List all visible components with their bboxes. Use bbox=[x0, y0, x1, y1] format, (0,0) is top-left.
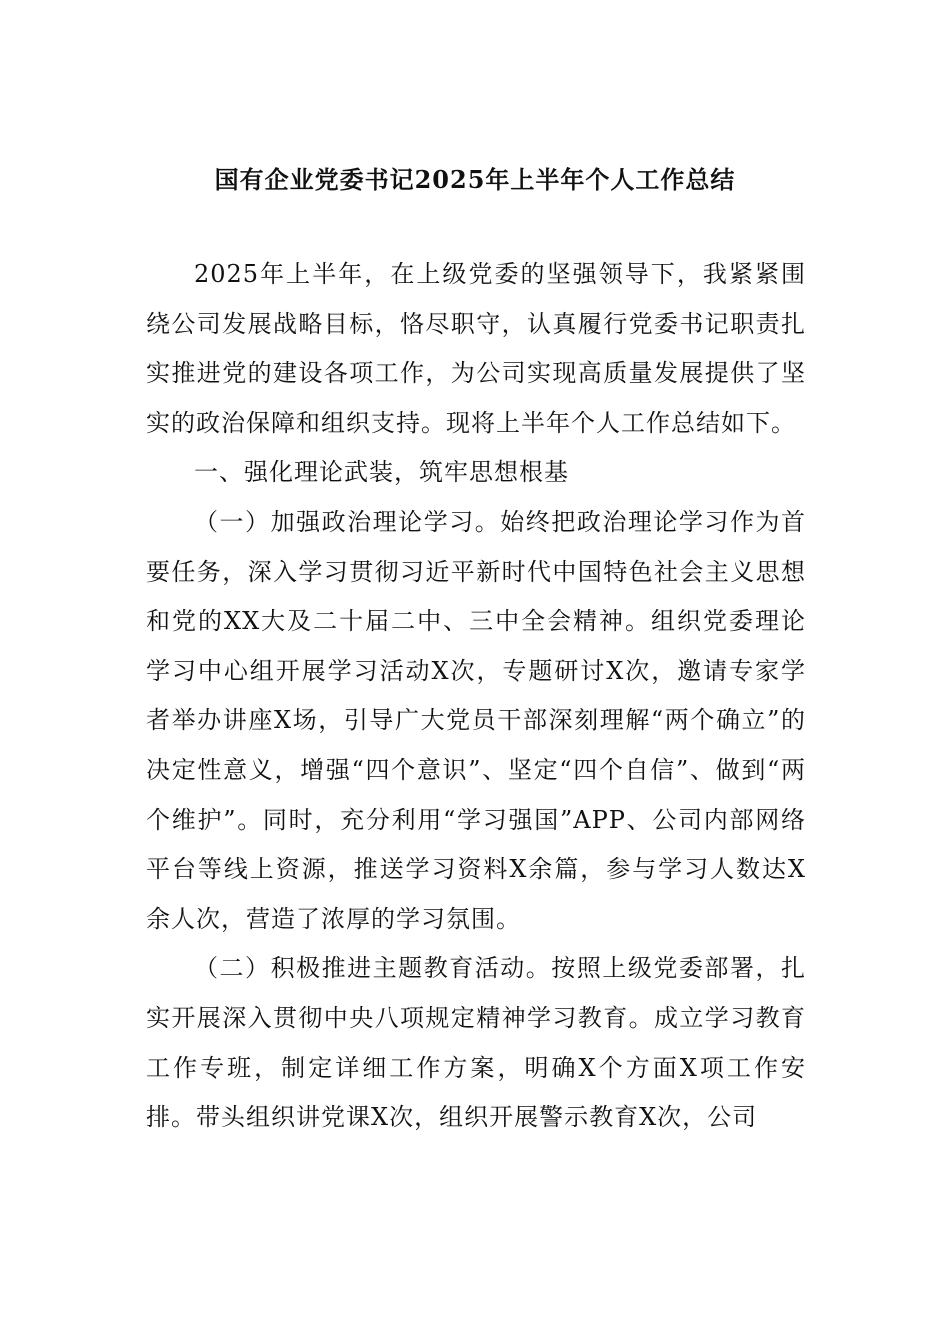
section-heading-1: 一、强化理论武装，筑牢思想根基 bbox=[194, 458, 569, 487]
paragraph-1-1: （一）加强政治理论学习。始终把政治理论学习作为首要任务，深入学习贯彻习近平新时代中国特色社会主义思想和党的XX大及二十届二中、三中全会精神。组织党委理论学习中心组开展学习活动X次，专题研讨X次，邀请专家学者举办讲座X场，引导广大党员干部深刻理解“两个确立”的决定性意义，增强“四个意识”、坚定“四个自信”、做到“两个维护”。同时，充分利用“学习强国”APP、公司内部网络平台等线上资源，推送学习资料X余篇，参与学习人数达X余人次，营造了浓厚的学习氛围。 bbox=[146, 507, 806, 933]
intro-paragraph: 2025年上半年，在上级党委的坚强领导下，我紧紧围绕公司发展战略目标，恪尽职守，认真履行党委书记职责扎实推进党的建设各项工作，为公司实现高质量发展提供了坚实的政治保障和组织支持。现将上半年个人工作总结如下。 bbox=[146, 260, 806, 437]
paragraph-1-2: （二）积极推进主题教育活动。按照上级党委部署，扎实开展深入贯彻中央八项规定精神学习教育。成立学习教育工作专班，制定详细工作方案，明确X个方面X项工作安排。带头组织讲党课X次，组织开展警示教育X次，公司 bbox=[146, 954, 806, 1132]
document-title: 国有企业党委书记2025年上半年个人工作总结 bbox=[214, 165, 736, 194]
document-body bbox=[146, 250, 806, 1143]
